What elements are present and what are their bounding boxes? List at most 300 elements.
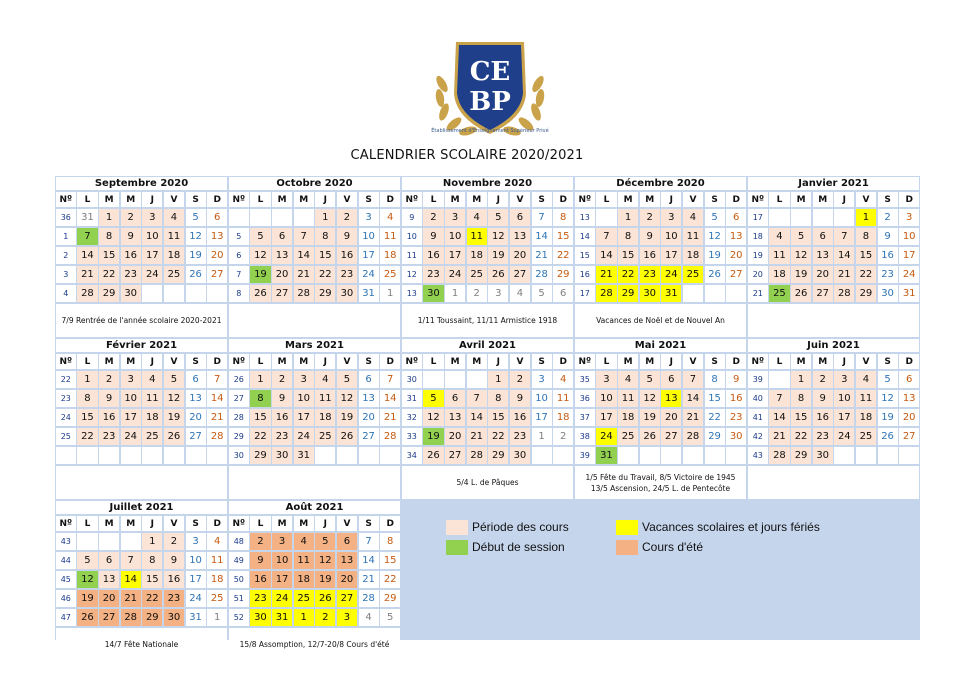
day-cell: 17 bbox=[121, 409, 141, 427]
day-cell: 29 bbox=[380, 590, 400, 608]
day-cell bbox=[618, 447, 638, 465]
day-cell: 1 bbox=[142, 533, 162, 551]
day-header: D bbox=[207, 516, 227, 532]
day-header: L bbox=[77, 192, 97, 208]
month-note bbox=[229, 628, 401, 662]
day-cell: 16 bbox=[813, 409, 833, 427]
week-number: 33 bbox=[402, 428, 422, 446]
day-cell: 30 bbox=[510, 447, 530, 465]
month-note bbox=[56, 628, 228, 662]
day-cell: 25 bbox=[856, 428, 876, 446]
day-cell bbox=[683, 447, 703, 465]
day-cell: 16 bbox=[250, 571, 270, 589]
day-cell: 17 bbox=[359, 247, 379, 265]
day-cell: 30 bbox=[640, 285, 660, 303]
week-number: 20 bbox=[748, 266, 768, 284]
day-cell: 28 bbox=[683, 428, 703, 446]
day-cell: 28 bbox=[532, 266, 552, 284]
day-cell: 8 bbox=[380, 533, 400, 551]
day-cell: 17 bbox=[899, 247, 919, 265]
day-cell: 1 bbox=[445, 285, 465, 303]
week-number: 47 bbox=[56, 609, 76, 627]
day-cell: 7 bbox=[359, 533, 379, 551]
day-header: V bbox=[683, 354, 703, 370]
day-cell: 15 bbox=[315, 247, 335, 265]
day-header: D bbox=[899, 354, 919, 370]
day-cell: 30 bbox=[726, 428, 746, 446]
day-cell: 6 bbox=[272, 228, 292, 246]
day-cell: 24 bbox=[186, 590, 206, 608]
day-header: V bbox=[510, 354, 530, 370]
day-cell: 2 bbox=[878, 209, 898, 227]
week-number: 49 bbox=[229, 552, 249, 570]
day-cell: 9 bbox=[99, 390, 119, 408]
day-header: M bbox=[294, 516, 314, 532]
day-cell: 28 bbox=[359, 590, 379, 608]
day-cell: 20 bbox=[186, 409, 206, 427]
day-cell: 9 bbox=[250, 552, 270, 570]
day-cell: 18 bbox=[683, 247, 703, 265]
day-cell: 25 bbox=[618, 428, 638, 446]
day-cell: 13 bbox=[445, 409, 465, 427]
day-header: D bbox=[207, 192, 227, 208]
day-cell bbox=[683, 285, 703, 303]
day-cell: 10 bbox=[121, 390, 141, 408]
day-cell: 11 bbox=[207, 552, 227, 570]
day-cell: 14 bbox=[769, 409, 789, 427]
day-cell: 19 bbox=[250, 266, 270, 284]
day-cell: 7 bbox=[294, 228, 314, 246]
month-note bbox=[748, 466, 920, 500]
day-cell: 1 bbox=[532, 428, 552, 446]
day-cell: 24 bbox=[445, 266, 465, 284]
day-cell: 27 bbox=[186, 428, 206, 446]
day-cell: 20 bbox=[510, 247, 530, 265]
day-cell: 14 bbox=[834, 247, 854, 265]
day-cell: 30 bbox=[164, 609, 184, 627]
day-cell: 12 bbox=[488, 228, 508, 246]
day-cell: 2 bbox=[315, 609, 335, 627]
day-cell: 10 bbox=[359, 228, 379, 246]
week-number: 12 bbox=[402, 266, 422, 284]
day-cell: 11 bbox=[856, 390, 876, 408]
day-header: M bbox=[121, 192, 141, 208]
day-cell: 16 bbox=[510, 409, 530, 427]
day-header: J bbox=[834, 354, 854, 370]
week-number: 38 bbox=[575, 428, 595, 446]
week-number: 9 bbox=[402, 209, 422, 227]
day-cell: 26 bbox=[791, 285, 811, 303]
day-cell bbox=[186, 447, 206, 465]
day-cell: 28 bbox=[596, 285, 616, 303]
day-cell: 15 bbox=[142, 571, 162, 589]
day-cell: 6 bbox=[359, 371, 379, 389]
month-title: Juillet 2021 bbox=[56, 501, 228, 515]
day-header: D bbox=[380, 192, 400, 208]
month-note bbox=[229, 304, 401, 338]
week-number: 13 bbox=[402, 285, 422, 303]
day-cell: 5 bbox=[380, 609, 400, 627]
day-cell: 6 bbox=[661, 371, 681, 389]
day-cell: 24 bbox=[359, 266, 379, 284]
day-cell: 22 bbox=[99, 266, 119, 284]
day-cell: 13 bbox=[813, 247, 833, 265]
day-cell: 1 bbox=[99, 209, 119, 227]
day-cell: 16 bbox=[423, 247, 443, 265]
day-cell: 22 bbox=[250, 428, 270, 446]
day-cell bbox=[186, 285, 206, 303]
day-cell: 14 bbox=[380, 390, 400, 408]
day-header: L bbox=[769, 192, 789, 208]
legend bbox=[446, 520, 846, 580]
day-cell: 21 bbox=[380, 409, 400, 427]
day-cell: 10 bbox=[661, 228, 681, 246]
day-cell: 26 bbox=[337, 428, 357, 446]
month-note bbox=[56, 466, 228, 500]
day-cell bbox=[380, 447, 400, 465]
day-cell bbox=[77, 533, 97, 551]
day-header: M bbox=[445, 192, 465, 208]
day-cell: 22 bbox=[791, 428, 811, 446]
day-header: V bbox=[337, 192, 357, 208]
day-cell: 24 bbox=[121, 428, 141, 446]
logo-caption: Établissement d'Enseignement Supérieur Privé bbox=[431, 128, 549, 134]
day-cell: 31 bbox=[359, 285, 379, 303]
week-number: 46 bbox=[56, 590, 76, 608]
day-cell: 11 bbox=[553, 390, 573, 408]
day-cell: 8 bbox=[99, 228, 119, 246]
day-cell bbox=[272, 209, 292, 227]
day-cell: 5 bbox=[878, 371, 898, 389]
day-cell: 15 bbox=[380, 552, 400, 570]
day-header: Nº bbox=[575, 354, 595, 370]
day-cell: 10 bbox=[834, 390, 854, 408]
week-number: 42 bbox=[748, 428, 768, 446]
day-header: M bbox=[618, 192, 638, 208]
month-note bbox=[748, 304, 920, 338]
month-title: Février 2021 bbox=[56, 339, 228, 353]
month-title: Décembre 2020 bbox=[575, 177, 747, 191]
day-cell: 22 bbox=[553, 247, 573, 265]
day-cell: 11 bbox=[618, 390, 638, 408]
day-header: J bbox=[142, 354, 162, 370]
day-cell: 31 bbox=[186, 609, 206, 627]
day-cell: 26 bbox=[878, 428, 898, 446]
day-cell: 7 bbox=[207, 371, 227, 389]
day-cell: 21 bbox=[683, 409, 703, 427]
day-cell: 9 bbox=[164, 552, 184, 570]
week-number: 30 bbox=[229, 447, 249, 465]
week-number: 22 bbox=[56, 371, 76, 389]
day-header: V bbox=[856, 192, 876, 208]
day-cell: 15 bbox=[250, 409, 270, 427]
day-cell: 19 bbox=[77, 590, 97, 608]
day-cell: 2 bbox=[337, 209, 357, 227]
day-cell: 14 bbox=[596, 247, 616, 265]
day-cell: 19 bbox=[337, 409, 357, 427]
day-cell: 23 bbox=[121, 266, 141, 284]
day-cell bbox=[250, 209, 270, 227]
month-title: Avril 2021 bbox=[402, 339, 574, 353]
day-cell: 3 bbox=[488, 285, 508, 303]
day-header: V bbox=[164, 516, 184, 532]
day-cell: 22 bbox=[488, 428, 508, 446]
day-header: V bbox=[683, 192, 703, 208]
day-header: M bbox=[640, 192, 660, 208]
day-cell: 6 bbox=[813, 228, 833, 246]
day-cell: 19 bbox=[164, 409, 184, 427]
day-cell: 24 bbox=[661, 266, 681, 284]
day-cell: 6 bbox=[510, 209, 530, 227]
day-cell: 15 bbox=[791, 409, 811, 427]
day-cell: 3 bbox=[899, 209, 919, 227]
day-cell: 23 bbox=[640, 266, 660, 284]
day-cell: 11 bbox=[380, 228, 400, 246]
day-cell bbox=[207, 285, 227, 303]
day-cell bbox=[121, 533, 141, 551]
note-line: 14/7 Fête Nationale bbox=[104, 640, 179, 649]
week-number: 37 bbox=[575, 409, 595, 427]
day-cell: 22 bbox=[142, 590, 162, 608]
day-cell: 29 bbox=[250, 447, 270, 465]
day-cell: 21 bbox=[207, 409, 227, 427]
day-cell: 2 bbox=[640, 209, 660, 227]
day-cell: 1 bbox=[315, 209, 335, 227]
week-number: 10 bbox=[402, 228, 422, 246]
day-cell: 25 bbox=[769, 285, 789, 303]
day-cell: 7 bbox=[532, 209, 552, 227]
day-cell bbox=[121, 447, 141, 465]
note-line: 5/4 L. de Pâques bbox=[456, 478, 519, 487]
day-cell: 10 bbox=[186, 552, 206, 570]
day-header: S bbox=[532, 354, 552, 370]
day-cell: 8 bbox=[791, 390, 811, 408]
day-cell: 30 bbox=[272, 447, 292, 465]
day-header: L bbox=[250, 354, 270, 370]
day-cell: 1 bbox=[856, 209, 876, 227]
day-cell: 21 bbox=[77, 266, 97, 284]
day-header: J bbox=[661, 354, 681, 370]
day-cell: 31 bbox=[272, 609, 292, 627]
day-header: J bbox=[315, 192, 335, 208]
day-cell: 26 bbox=[640, 428, 660, 446]
day-cell: 29 bbox=[142, 609, 162, 627]
week-number: 36 bbox=[56, 209, 76, 227]
day-cell: 19 bbox=[791, 266, 811, 284]
day-header: Nº bbox=[748, 192, 768, 208]
day-header: L bbox=[77, 516, 97, 532]
day-cell: 16 bbox=[337, 247, 357, 265]
day-header: S bbox=[359, 192, 379, 208]
day-cell bbox=[337, 447, 357, 465]
day-cell: 11 bbox=[142, 390, 162, 408]
day-header: D bbox=[726, 354, 746, 370]
day-cell bbox=[207, 447, 227, 465]
week-number: 39 bbox=[575, 447, 595, 465]
day-cell bbox=[726, 285, 746, 303]
day-cell: 17 bbox=[834, 409, 854, 427]
day-header: S bbox=[878, 354, 898, 370]
day-cell: 31 bbox=[77, 209, 97, 227]
day-cell: 25 bbox=[142, 428, 162, 446]
week-number: 43 bbox=[748, 447, 768, 465]
day-cell: 4 bbox=[467, 209, 487, 227]
day-cell: 3 bbox=[661, 209, 681, 227]
week-number: 16 bbox=[575, 266, 595, 284]
day-cell: 28 bbox=[121, 609, 141, 627]
day-header: M bbox=[272, 192, 292, 208]
week-number: 45 bbox=[56, 571, 76, 589]
day-cell: 12 bbox=[164, 390, 184, 408]
day-cell: 13 bbox=[337, 552, 357, 570]
day-cell: 6 bbox=[553, 285, 573, 303]
day-cell: 13 bbox=[726, 228, 746, 246]
day-cell: 7 bbox=[77, 228, 97, 246]
day-cell: 2 bbox=[510, 371, 530, 389]
day-cell: 22 bbox=[618, 266, 638, 284]
week-number: 26 bbox=[229, 371, 249, 389]
day-header: M bbox=[121, 354, 141, 370]
day-cell: 17 bbox=[294, 409, 314, 427]
day-cell: 5 bbox=[164, 371, 184, 389]
day-header: L bbox=[250, 192, 270, 208]
day-header: L bbox=[596, 354, 616, 370]
day-cell: 13 bbox=[661, 390, 681, 408]
month-note bbox=[56, 304, 228, 338]
day-cell: 23 bbox=[272, 428, 292, 446]
day-cell: 27 bbox=[510, 266, 530, 284]
day-header: M bbox=[99, 354, 119, 370]
logo-text-bottom: BP bbox=[469, 87, 511, 117]
week-number: 15 bbox=[575, 247, 595, 265]
legend-label: Début de session bbox=[472, 540, 565, 554]
note-line: 7/9 Rentrée de l'année scolaire 2020-2021 bbox=[61, 316, 222, 325]
day-cell bbox=[142, 447, 162, 465]
week-number bbox=[56, 447, 76, 465]
day-cell: 18 bbox=[142, 409, 162, 427]
day-cell: 7 bbox=[596, 228, 616, 246]
day-cell: 18 bbox=[856, 409, 876, 427]
day-cell: 9 bbox=[726, 371, 746, 389]
day-cell: 4 bbox=[359, 609, 379, 627]
day-cell bbox=[99, 533, 119, 551]
day-cell: 27 bbox=[359, 428, 379, 446]
day-cell: 17 bbox=[142, 247, 162, 265]
week-number: 2 bbox=[56, 247, 76, 265]
day-header: V bbox=[164, 354, 184, 370]
day-cell: 26 bbox=[250, 285, 270, 303]
day-cell: 8 bbox=[77, 390, 97, 408]
day-header: V bbox=[337, 354, 357, 370]
week-number: 50 bbox=[229, 571, 249, 589]
day-cell: 15 bbox=[618, 247, 638, 265]
week-number: 31 bbox=[402, 390, 422, 408]
day-header: M bbox=[791, 192, 811, 208]
day-cell bbox=[164, 285, 184, 303]
day-header: M bbox=[99, 516, 119, 532]
day-cell: 9 bbox=[878, 228, 898, 246]
day-header: M bbox=[294, 354, 314, 370]
day-cell: 23 bbox=[813, 428, 833, 446]
day-header: D bbox=[380, 354, 400, 370]
day-cell: 7 bbox=[121, 552, 141, 570]
day-cell: 26 bbox=[164, 428, 184, 446]
day-cell: 8 bbox=[553, 209, 573, 227]
week-number: 32 bbox=[402, 409, 422, 427]
day-cell: 23 bbox=[250, 590, 270, 608]
day-cell: 6 bbox=[99, 552, 119, 570]
day-cell: 28 bbox=[834, 285, 854, 303]
day-cell: 9 bbox=[121, 228, 141, 246]
day-header: S bbox=[359, 516, 379, 532]
day-cell: 14 bbox=[532, 228, 552, 246]
day-cell: 22 bbox=[705, 409, 725, 427]
day-cell: 27 bbox=[207, 266, 227, 284]
day-header: S bbox=[532, 192, 552, 208]
week-number: 25 bbox=[56, 428, 76, 446]
day-cell bbox=[359, 447, 379, 465]
day-cell: 2 bbox=[467, 285, 487, 303]
day-cell bbox=[467, 371, 487, 389]
day-header: D bbox=[553, 192, 573, 208]
month-note bbox=[575, 466, 747, 500]
day-cell: 6 bbox=[899, 371, 919, 389]
day-cell: 20 bbox=[359, 409, 379, 427]
day-cell: 30 bbox=[250, 609, 270, 627]
day-cell: 18 bbox=[164, 247, 184, 265]
day-cell bbox=[878, 447, 898, 465]
day-cell: 23 bbox=[878, 266, 898, 284]
day-cell: 25 bbox=[294, 590, 314, 608]
legend-swatch bbox=[446, 520, 468, 535]
day-cell: 8 bbox=[315, 228, 335, 246]
month-title: Mai 2021 bbox=[575, 339, 747, 353]
day-cell: 17 bbox=[272, 571, 292, 589]
day-cell: 9 bbox=[423, 228, 443, 246]
month-title: Mars 2021 bbox=[229, 339, 401, 353]
day-cell bbox=[769, 371, 789, 389]
day-cell: 14 bbox=[359, 552, 379, 570]
day-cell: 22 bbox=[77, 428, 97, 446]
week-number: 30 bbox=[402, 371, 422, 389]
day-cell: 15 bbox=[705, 390, 725, 408]
day-header: D bbox=[726, 192, 746, 208]
day-cell: 8 bbox=[618, 228, 638, 246]
week-number: 1 bbox=[56, 228, 76, 246]
day-header: V bbox=[337, 516, 357, 532]
day-cell: 4 bbox=[510, 285, 530, 303]
day-header: J bbox=[142, 192, 162, 208]
day-cell: 5 bbox=[315, 533, 335, 551]
day-cell: 27 bbox=[337, 590, 357, 608]
day-header: L bbox=[769, 354, 789, 370]
week-number: 21 bbox=[748, 285, 768, 303]
day-cell: 12 bbox=[77, 571, 97, 589]
day-cell: 21 bbox=[121, 590, 141, 608]
day-cell: 27 bbox=[813, 285, 833, 303]
day-cell: 23 bbox=[164, 590, 184, 608]
day-cell: 3 bbox=[596, 371, 616, 389]
day-cell: 27 bbox=[99, 609, 119, 627]
day-cell: 26 bbox=[186, 266, 206, 284]
day-cell: 10 bbox=[899, 228, 919, 246]
day-cell bbox=[99, 447, 119, 465]
week-number: 34 bbox=[402, 447, 422, 465]
week-number: 17 bbox=[575, 285, 595, 303]
day-cell: 10 bbox=[596, 390, 616, 408]
day-cell: 5 bbox=[791, 228, 811, 246]
day-cell: 9 bbox=[510, 390, 530, 408]
